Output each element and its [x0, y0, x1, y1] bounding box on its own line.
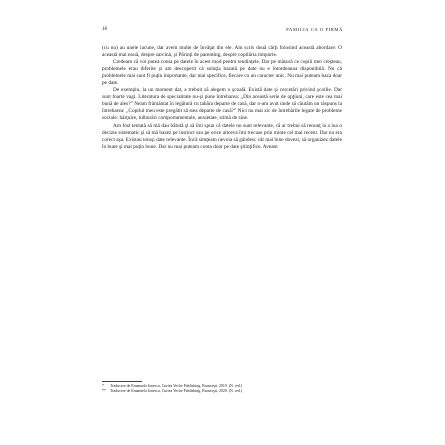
paragraph: De exemplu, la un moment dat, a trebuit să alegem o şcoală. Există date şi cercetări privind şcolile. Dar sunt foarte vagi. Literatura de specialitate nu-şi pune întrebarea: „Din această serie de opţiuni, care este cea mai bună de ales?” Neam frământat în legătură cu tabăra departe de casă, dar n-am avut unde să căutăm un răspuns la întrebarea: „Copilul meu este pregătit să stea departe de casă?” Nici nu mai zic de întrebările legate de probleme sociale: hărţuire, tulburări comportamentale, anxietate, stimă de sine.	[102, 87, 342, 122]
paragraph: Am fost tentată să mă dau bătută şi să îmi spun că datele nu sunt relevante, că ar trebui să renunţ la a lua o decizie sistematic şi să mă bazez pe instinct sau pe orice altceva îmi trecuse prin minte cel mai recent. Dar nu era corect aşa. Existau totuşi date relevante. Încă simţeam nevoia să gândesc cât mai bine dovezi, să organizez datele în bune şi mai puţin bune. Dar nu mai puteam conta doar pe date ştiinţifice. Aveam	[102, 122, 342, 150]
footnote	[102, 389, 342, 394]
footnote-separator	[102, 381, 142, 382]
footnote-text: Traducere de Emanuela Ionescu, Curtea Veche Publishing, Bucureşti, 2020. (N. red.)	[110, 389, 243, 394]
page-header	[102, 26, 343, 34]
body-text	[102, 45, 342, 151]
page-number: 18	[102, 27, 107, 32]
footnote-text: Traducere de Emanuela Ionescu, Curtea Veche Publishing, Bucureşti, 2019. (N. red.)	[110, 384, 243, 388]
footnote-mark: **	[102, 389, 106, 394]
paragraph: Credeam că voi putea conta pe datele în acest mod pentru tendinţele. Dar pe măsură ce copiii mei creşteau, problemele erau diferite şi am descoperit că soluţia bazată pe date nu e întotdeauna disponibilă. Nu că problemele mai sunt fi puţin importante, dar mai specifice, fiecare cu un caracter unic. Nu mai puteam baza doar pe date.	[102, 59, 342, 87]
running-head: FAMILIA CA O FIRMĂ	[286, 27, 343, 32]
paragraph: (cu nu) au unele lacune, dar avem multe de învăţat din ele. Am scris două cărţi folosind această abordare: O această mai nouă, despre sarcină, şi Părinţi de parenting, despre copilăria timpurie.	[102, 45, 342, 59]
footnote-mark: *	[102, 384, 104, 388]
footnotes	[102, 384, 342, 395]
